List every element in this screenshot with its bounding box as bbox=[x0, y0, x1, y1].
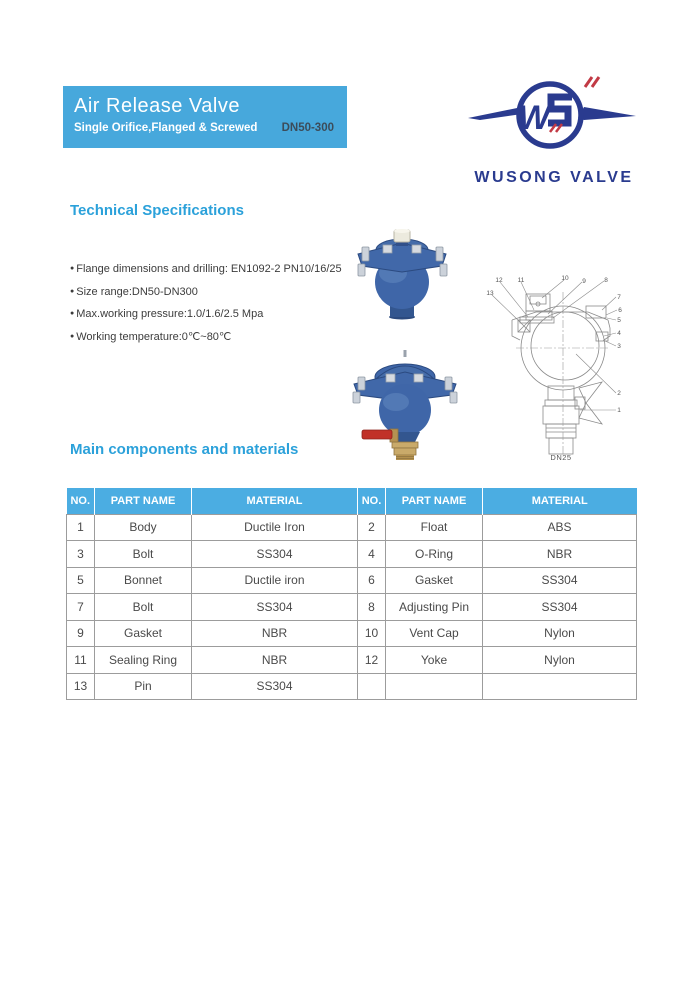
banner-subtitle-row bbox=[74, 122, 336, 134]
callout-3: 3 bbox=[617, 343, 621, 350]
logo-monogram: W bbox=[518, 99, 551, 137]
cell-no: 7 bbox=[67, 594, 95, 621]
callout-10: 10 bbox=[561, 275, 569, 282]
cell-part: Sealing Ring bbox=[95, 647, 192, 674]
spec-list bbox=[70, 259, 370, 349]
spec-item bbox=[70, 259, 370, 282]
spec-item bbox=[70, 327, 370, 350]
spec-text: Size range:DN50-DN300 bbox=[76, 285, 198, 298]
callout-5: 5 bbox=[617, 317, 621, 324]
cell-material: Nylon bbox=[483, 620, 637, 647]
page-title: Air Release Valve bbox=[74, 95, 240, 117]
cross-section-drawing bbox=[476, 260, 652, 464]
callout-9: 9 bbox=[582, 278, 586, 285]
spec-text: Max.working pressure:1.0/1.6/2.5 Mpa bbox=[76, 308, 264, 320]
cell-material: NBR bbox=[192, 647, 358, 674]
col-header-partname: PART NAME bbox=[95, 488, 192, 514]
cell-material bbox=[483, 673, 637, 700]
bullet-icon: ● bbox=[70, 287, 75, 295]
brand-name: WUSONG VALVE bbox=[474, 169, 634, 186]
size-range: DN50-300 bbox=[281, 122, 334, 134]
cell-no: 11 bbox=[67, 647, 95, 674]
table-row bbox=[67, 594, 637, 621]
cell-no: 3 bbox=[67, 541, 95, 568]
cell-part: O-Ring bbox=[386, 541, 483, 568]
cell-material: SS304 bbox=[483, 567, 637, 594]
cell-part: Vent Cap bbox=[386, 620, 483, 647]
bullet-icon: ● bbox=[70, 332, 75, 340]
cell-part: Pin bbox=[95, 673, 192, 700]
cell-material: SS304 bbox=[192, 673, 358, 700]
spec-text: Flange dimensions and drilling: EN1092-2 PN10/16/25 bbox=[76, 263, 342, 275]
callout-4: 4 bbox=[617, 330, 621, 337]
cell-no: 12 bbox=[358, 647, 386, 674]
spec-text: Working temperature:0℃~80℃ bbox=[76, 330, 232, 343]
valve-photo-flanged bbox=[350, 228, 455, 320]
section-heading-technical: Technical Specifications bbox=[70, 202, 244, 219]
cell-no: 4 bbox=[358, 541, 386, 568]
wusong-logo-icon bbox=[466, 70, 642, 162]
callout-2: 2 bbox=[617, 390, 621, 397]
cell-no: 2 bbox=[358, 514, 386, 541]
product-subtitle: Single Orifice,Flanged & Screwed bbox=[74, 122, 258, 134]
company-logo bbox=[466, 70, 642, 185]
cell-material: SS304 bbox=[483, 594, 637, 621]
table-row bbox=[67, 620, 637, 647]
callout-7: 7 bbox=[617, 294, 621, 301]
cell-no: 13 bbox=[67, 673, 95, 700]
valve-photo-screwed bbox=[348, 350, 463, 460]
cell-no: 5 bbox=[67, 567, 95, 594]
cell-material: ABS bbox=[483, 514, 637, 541]
bullet-icon: ● bbox=[70, 310, 75, 317]
cell-part: Body bbox=[95, 514, 192, 541]
cell-part: Gasket bbox=[386, 567, 483, 594]
table-row bbox=[67, 673, 637, 700]
cell-part: Bolt bbox=[95, 541, 192, 568]
cell-no: 10 bbox=[358, 620, 386, 647]
spec-item bbox=[70, 282, 370, 305]
cell-no: 8 bbox=[358, 594, 386, 621]
table-row bbox=[67, 647, 637, 674]
section-heading-components: Main components and materials bbox=[70, 441, 299, 458]
components-table bbox=[66, 488, 637, 700]
cell-part bbox=[386, 673, 483, 700]
cell-no: 9 bbox=[67, 620, 95, 647]
col-header-material: MATERIAL bbox=[192, 488, 358, 514]
cell-no: 1 bbox=[67, 514, 95, 541]
cell-part: Float bbox=[386, 514, 483, 541]
callout-6: 6 bbox=[618, 307, 622, 314]
table-row bbox=[67, 541, 637, 568]
cell-material: Ductile iron bbox=[192, 567, 358, 594]
drawing-caption: DN25 bbox=[550, 453, 572, 462]
callout-1: 1 bbox=[617, 407, 621, 414]
cell-no bbox=[358, 673, 386, 700]
table-header-row bbox=[67, 488, 637, 514]
cell-material: Nylon bbox=[483, 647, 637, 674]
table-row bbox=[67, 514, 637, 541]
col-header-no: NO. bbox=[67, 488, 95, 514]
cell-material: NBR bbox=[483, 541, 637, 568]
cell-no: 6 bbox=[358, 567, 386, 594]
callout-8: 8 bbox=[604, 277, 608, 284]
cell-part: Adjusting Pin bbox=[386, 594, 483, 621]
cell-material: Ductile Iron bbox=[192, 514, 358, 541]
col-header-material: MATERIAL bbox=[483, 488, 637, 514]
bullet-icon: ● bbox=[70, 265, 75, 272]
spec-item bbox=[70, 304, 370, 327]
cell-material: SS304 bbox=[192, 594, 358, 621]
col-header-no: NO. bbox=[358, 488, 386, 514]
cell-part: Yoke bbox=[386, 647, 483, 674]
col-header-partname: PART NAME bbox=[386, 488, 483, 514]
cell-part: Bolt bbox=[95, 594, 192, 621]
callout-11: 11 bbox=[517, 277, 525, 284]
table-row bbox=[67, 567, 637, 594]
callout-13: 13 bbox=[486, 290, 494, 297]
cell-material: NBR bbox=[192, 620, 358, 647]
cell-part: Bonnet bbox=[95, 567, 192, 594]
callout-12: 12 bbox=[495, 277, 503, 284]
cell-material: SS304 bbox=[192, 541, 358, 568]
header-banner bbox=[63, 86, 347, 148]
cell-part: Gasket bbox=[95, 620, 192, 647]
